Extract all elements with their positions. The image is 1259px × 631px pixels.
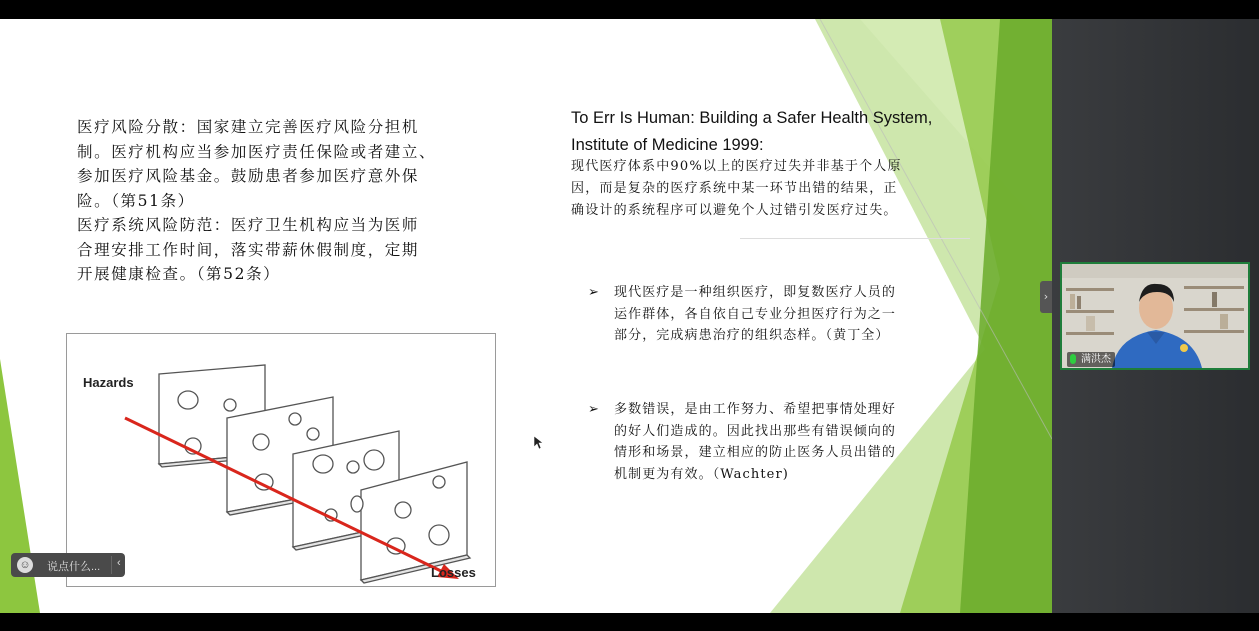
top-bar: [0, 0, 1259, 19]
bullet-arrow-icon: ➢: [588, 402, 600, 417]
left-text-line: 制。医疗机构应当参加医疗责任保险或者建立、: [77, 142, 437, 161]
presentation-slide: [0, 19, 1052, 613]
left-text-block: [77, 115, 497, 287]
chat-separator: [111, 556, 112, 574]
right-body-line: 因，而是复杂的医疗系统中某一环节出错的结果，正: [571, 181, 898, 196]
left-text-line: 医疗风险分散：国家建立完善医疗风险分担机: [77, 118, 420, 136]
left-text-line: 险。（第51条）: [77, 191, 195, 210]
mic-icon: [1070, 354, 1076, 364]
right-body-line: 现代医疗体系中90%以上的医疗过失并非基于个人原: [571, 159, 902, 174]
bullet-item: [588, 399, 968, 485]
divider: [740, 238, 970, 239]
bullet-line: 现代医疗是一种组织医疗，即复数医疗人员的: [614, 285, 897, 300]
chat-input[interactable]: [11, 553, 125, 577]
participant-video-tile[interactable]: [1060, 262, 1250, 370]
right-body-line: 确设计的系统程序可以避免个人过错引发医疗过失。: [571, 203, 898, 218]
left-text-line: 参加医疗风险基金。鼓励患者参加医疗意外保: [77, 167, 420, 185]
right-title: [571, 105, 1001, 159]
bullet-line: 部分，完成病患治疗的组织态样。（黄丁全）: [614, 328, 890, 343]
chevron-right-icon[interactable]: ›: [1040, 281, 1052, 313]
bullet-line: 多数错误，是由工作努力、希望把事情处理好: [614, 402, 897, 417]
left-text-line: 医疗系统风险防范：医疗卫生机构应当为医师: [77, 216, 420, 234]
right-title-line: Institute of Medicine 1999:: [571, 136, 764, 154]
bottom-bar: [0, 613, 1259, 631]
hazards-label: Hazards: [83, 375, 134, 390]
emoji-icon[interactable]: ☺: [17, 557, 33, 573]
swiss-cheese-model-figure: [66, 333, 496, 587]
right-body: [571, 156, 976, 222]
bullet-line: 的好人们造成的。因此找出那些有错误倾向的: [614, 423, 897, 439]
swiss-cheese-diagram: [67, 334, 495, 586]
bullet-line: 情形和场景，建立相应的防止医务人员出错的: [614, 445, 897, 460]
losses-label: Losses: [431, 565, 476, 580]
chevron-left-icon[interactable]: ‹: [117, 557, 121, 569]
left-text-line: 合理安排工作时间，落实带薪休假制度，定期: [77, 240, 420, 259]
chat-placeholder: 说点什么...: [47, 561, 101, 573]
mouse-cursor-icon: [534, 436, 544, 450]
bullet-arrow-icon: ➢: [588, 285, 600, 300]
right-title-line: To Err Is Human: Building a Safer Health System,: [571, 109, 933, 127]
left-text-line: 开展健康检查。（第52条）: [77, 265, 281, 283]
bullet-item: [588, 282, 968, 347]
bullet-line: 机制更为有效。（Wachter): [614, 466, 789, 482]
participant-name: [1067, 352, 1115, 367]
bullet-line: 运作群体，各自依自己专业分担医疗行为之一: [614, 306, 897, 322]
participant-name-text: 满洪杰: [1081, 354, 1111, 365]
